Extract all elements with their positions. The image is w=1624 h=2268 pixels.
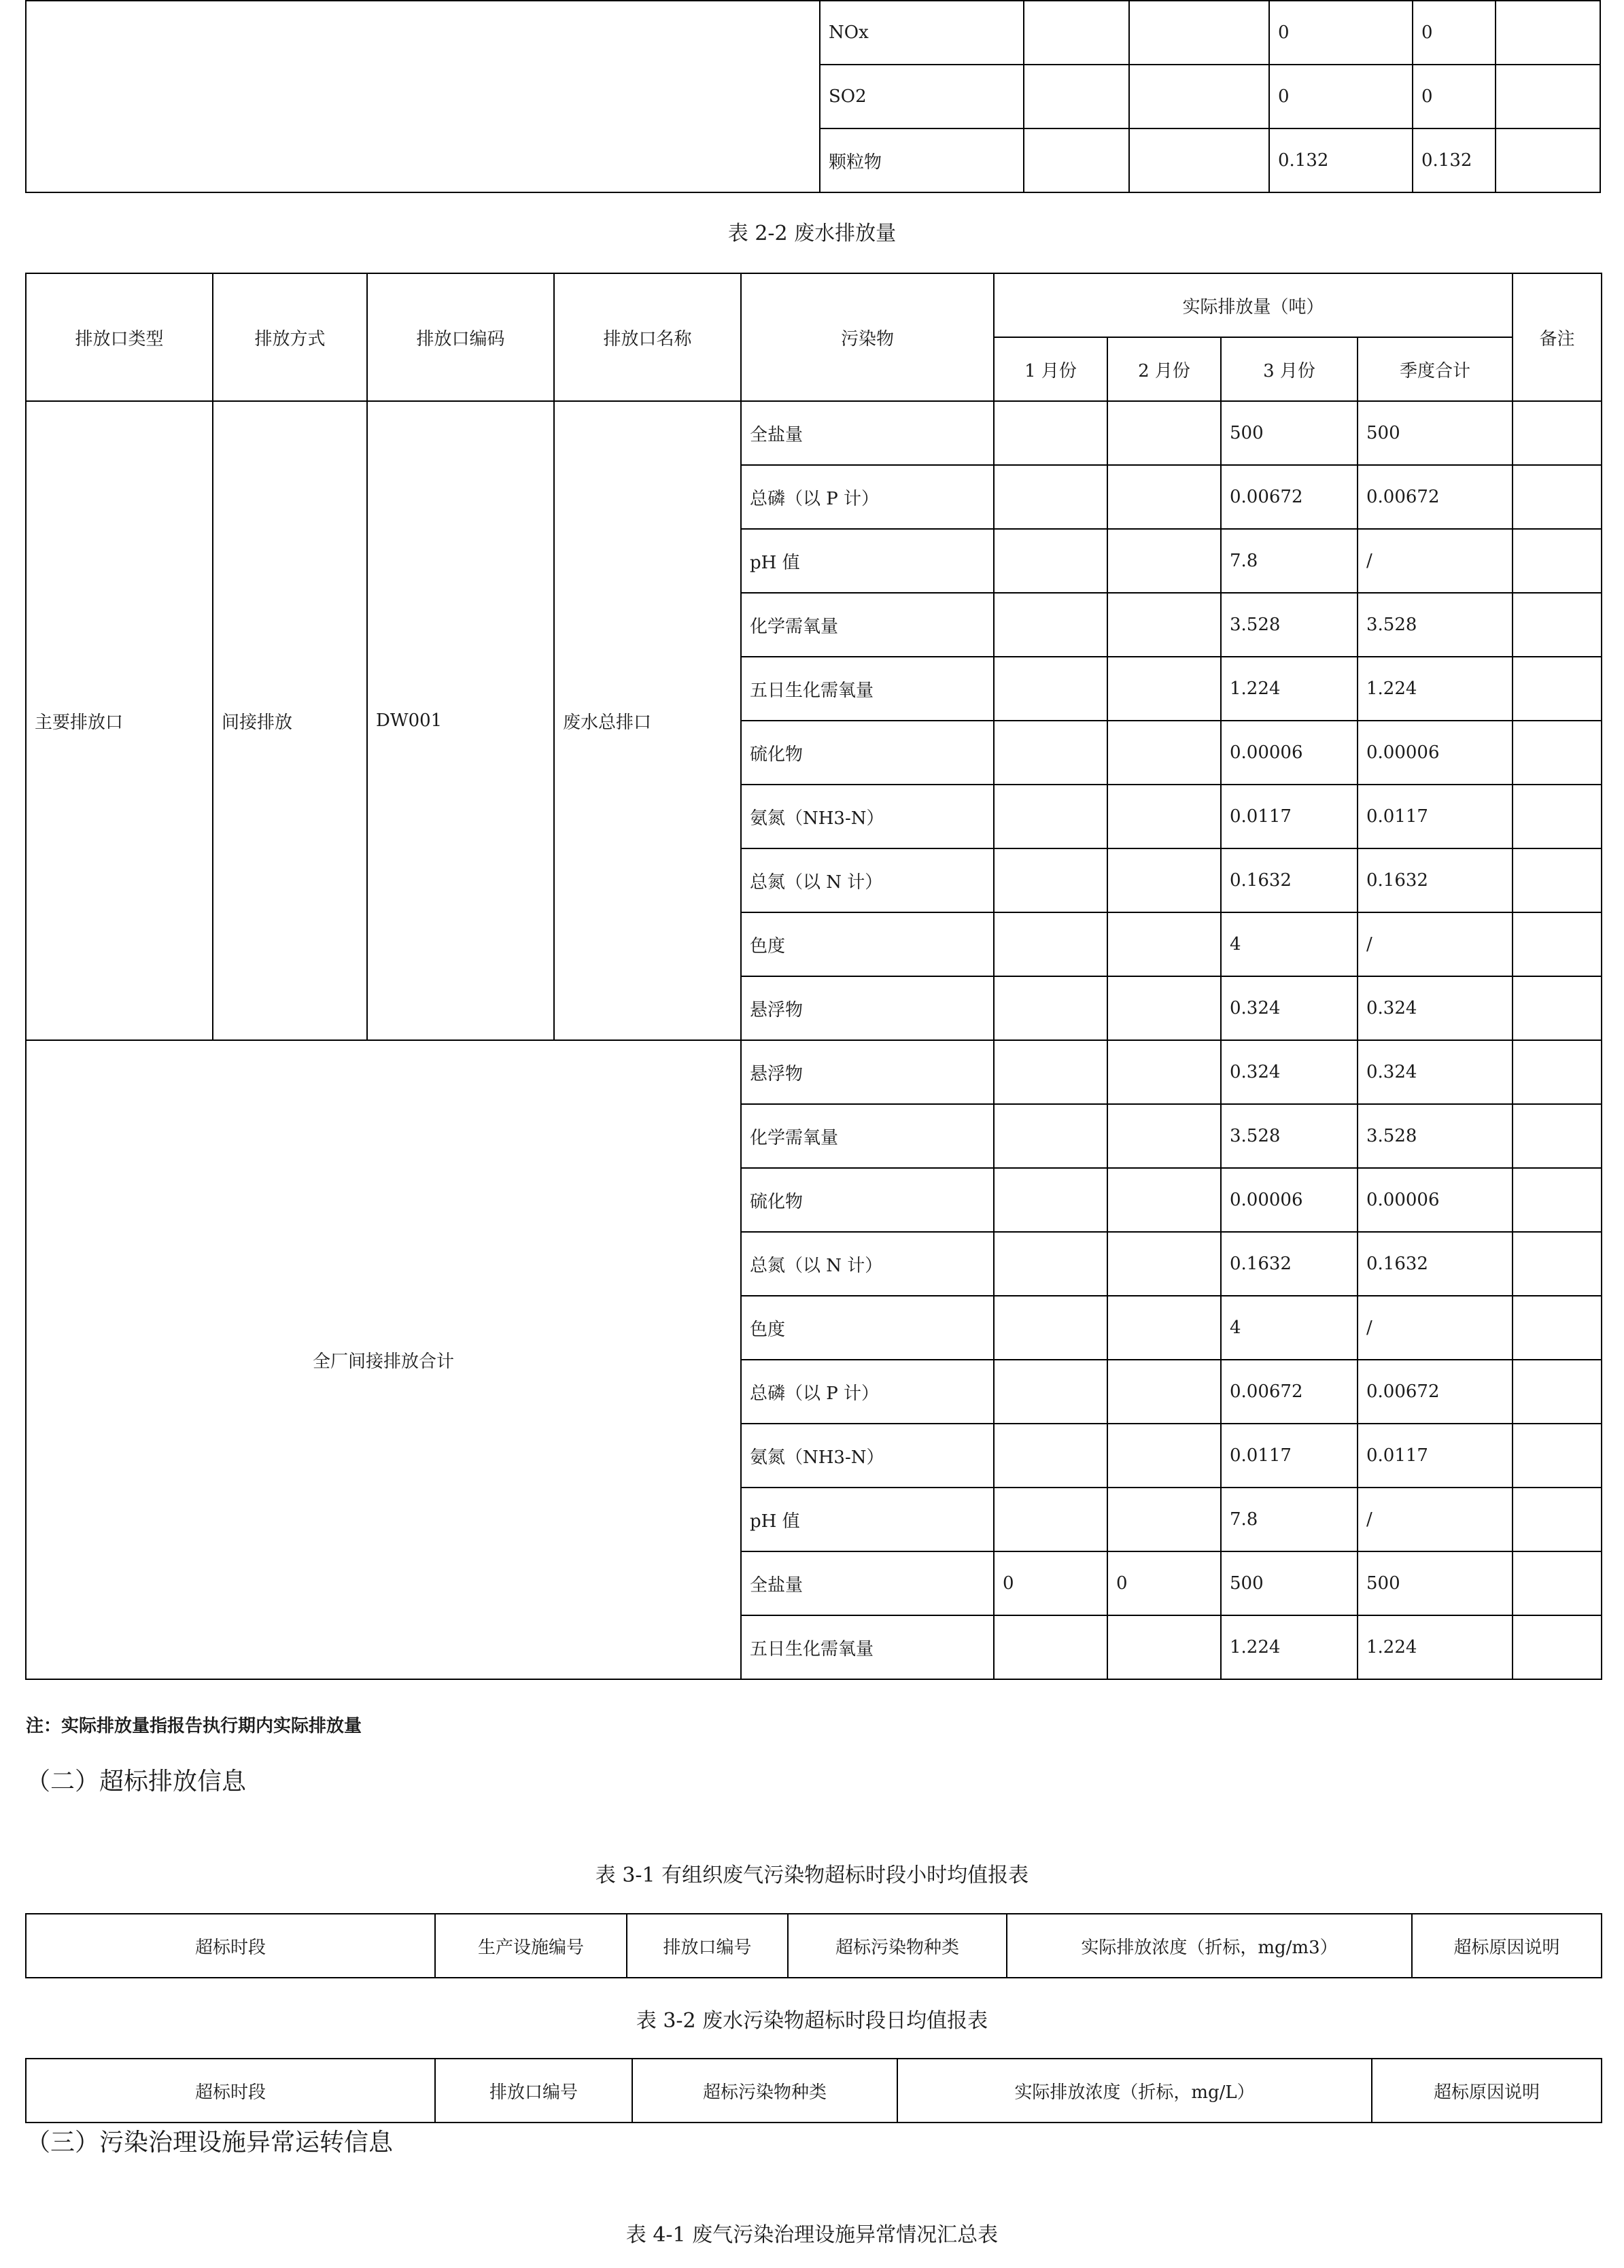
header-month-3: 3 月份 [1221, 337, 1358, 401]
table-3-1-caption: 表 3-1 有组织废气污染物超标时段小时均值报表 [595, 1863, 1029, 1887]
outlet-type-cell: 主要排放口 [26, 401, 213, 1040]
value-cell: 500 [1358, 1551, 1513, 1615]
value-cell [994, 401, 1107, 465]
table-header-cell: 实际排放浓度（折标，mg/m3） [1007, 1914, 1412, 1978]
header-actual-discharge: 实际排放量（吨） [994, 273, 1513, 337]
value-cell [1513, 465, 1602, 529]
value-cell: 0.1632 [1358, 848, 1513, 912]
value-cell: 0.132 [1269, 128, 1413, 192]
value-cell: 0.324 [1358, 1040, 1513, 1104]
value-cell: 0.00672 [1358, 1360, 1513, 1424]
value-cell: 4 [1221, 1296, 1358, 1360]
value-cell [1513, 1488, 1602, 1551]
table-header-cell: 超标原因说明 [1412, 1914, 1602, 1978]
value-cell: 0.00672 [1221, 465, 1358, 529]
header-remark: 备注 [1513, 273, 1602, 401]
value-cell [1513, 976, 1602, 1040]
header-method: 排放方式 [213, 273, 367, 401]
pollutant-cell: 氨氮（NH3-N） [741, 1424, 994, 1488]
value-cell [1107, 401, 1221, 465]
table-header-cell: 超标污染物种类 [788, 1914, 1007, 1978]
value-cell [1107, 657, 1221, 721]
value-cell: 1.224 [1221, 1615, 1358, 1679]
water-exceedance-table [25, 2058, 1602, 2123]
value-cell [1107, 1104, 1221, 1168]
value-cell: 4 [1221, 912, 1358, 976]
value-cell [1107, 1296, 1221, 1360]
value-cell [1513, 593, 1602, 657]
value-cell [1107, 593, 1221, 657]
value-cell: 3.528 [1358, 1104, 1513, 1168]
value-cell [994, 1424, 1107, 1488]
value-cell [994, 1615, 1107, 1679]
top-emission-table [25, 0, 1601, 193]
pollutant-cell: pH 值 [741, 529, 994, 593]
value-cell: 0.00006 [1358, 1168, 1513, 1232]
value-cell [1107, 785, 1221, 848]
blank-merged-cell [26, 1, 820, 192]
outlet-code-cell: DW001 [367, 401, 554, 1040]
value-cell [1513, 1615, 1602, 1679]
value-cell [1513, 657, 1602, 721]
pollutant-cell: pH 值 [741, 1488, 994, 1551]
value-cell [1107, 529, 1221, 593]
value-cell: / [1358, 529, 1513, 593]
value-cell: 0.1632 [1221, 1232, 1358, 1296]
value-cell [994, 976, 1107, 1040]
pollutant-cell: 五日生化需氧量 [741, 657, 994, 721]
value-cell [994, 785, 1107, 848]
header-outlet-type: 排放口类型 [26, 273, 213, 401]
value-cell [994, 1168, 1107, 1232]
value-cell [1496, 65, 1600, 128]
value-cell: / [1358, 1296, 1513, 1360]
value-cell: 3.528 [1358, 593, 1513, 657]
value-cell [1513, 1040, 1602, 1104]
value-cell [1513, 785, 1602, 848]
value-cell: 0 [1269, 65, 1413, 128]
value-cell [994, 1488, 1107, 1551]
value-cell: 0 [1413, 65, 1496, 128]
pollutant-cell: 色度 [741, 912, 994, 976]
table-row [26, 401, 1602, 465]
table-header-cell: 排放口编号 [627, 1914, 788, 1978]
value-cell [1513, 1424, 1602, 1488]
value-cell [994, 848, 1107, 912]
table-row [26, 1, 1600, 65]
header-quarter-total: 季度合计 [1358, 337, 1513, 401]
table-header-cell: 超标时段 [26, 2059, 435, 2123]
value-cell: 0.1632 [1221, 848, 1358, 912]
value-cell [994, 529, 1107, 593]
table-2-2-caption: 表 2-2 废水排放量 [727, 222, 897, 245]
pollutant-cell: 总氮（以 N 计） [741, 1232, 994, 1296]
wastewater-discharge-table [25, 273, 1602, 1680]
pollutant-cell: 硫化物 [741, 721, 994, 785]
value-cell [994, 1232, 1107, 1296]
value-cell: 0.1632 [1358, 1232, 1513, 1296]
value-cell: 0.00006 [1221, 1168, 1358, 1232]
value-cell: 0 [1269, 1, 1413, 65]
section-heading-abnormal-operation: （三）污染治理设施异常运转信息 [26, 2129, 394, 2157]
footnote: 注：实际排放量指报告执行期内实际排放量 [26, 1716, 362, 1736]
value-cell [1513, 1232, 1602, 1296]
pollutant-cell: SO2 [820, 65, 1024, 128]
value-cell [1513, 1551, 1602, 1615]
plant-total-label-cell: 全厂间接排放合计 [26, 1040, 741, 1679]
pollutant-cell: 颗粒物 [820, 128, 1024, 192]
value-cell [1513, 912, 1602, 976]
discharge-method-cell: 间接排放 [213, 401, 367, 1040]
value-cell: 1.224 [1221, 657, 1358, 721]
pollutant-cell: 五日生化需氧量 [741, 1615, 994, 1679]
table-header-cell: 超标污染物种类 [632, 2059, 897, 2123]
pollutant-cell: 悬浮物 [741, 1040, 994, 1104]
value-cell [1513, 1360, 1602, 1424]
pollutant-cell: 全盐量 [741, 401, 994, 465]
value-cell [1513, 721, 1602, 785]
table-header-cell: 实际排放浓度（折标，mg/L） [897, 2059, 1372, 2123]
value-cell: 3.528 [1221, 1104, 1358, 1168]
value-cell [1107, 1040, 1221, 1104]
pollutant-cell: 色度 [741, 1296, 994, 1360]
value-cell [1107, 912, 1221, 976]
table-3-2-caption: 表 3-2 废水污染物超标时段日均值报表 [636, 2009, 988, 2033]
header-month-1: 1 月份 [994, 337, 1107, 401]
table-header-cell: 排放口编号 [435, 2059, 632, 2123]
value-cell [1107, 848, 1221, 912]
value-cell [1107, 976, 1221, 1040]
pollutant-cell: 化学需氧量 [741, 1104, 994, 1168]
value-cell: 0.00672 [1358, 465, 1513, 529]
value-cell: 0.0117 [1358, 1424, 1513, 1488]
value-cell: / [1358, 912, 1513, 976]
value-cell: 0.324 [1221, 1040, 1358, 1104]
value-cell [1107, 465, 1221, 529]
header-outlet-code: 排放口编码 [367, 273, 554, 401]
value-cell: 0 [1413, 1, 1496, 65]
value-cell: 3.528 [1221, 593, 1358, 657]
value-cell [1024, 1, 1129, 65]
pollutant-cell: 总磷（以 P 计） [741, 465, 994, 529]
pollutant-cell: 化学需氧量 [741, 593, 994, 657]
value-cell: 0.324 [1358, 976, 1513, 1040]
value-cell: 0.0117 [1221, 785, 1358, 848]
value-cell: 500 [1221, 1551, 1358, 1615]
value-cell [994, 657, 1107, 721]
value-cell [1107, 1360, 1221, 1424]
outlet-name-cell: 废水总排口 [554, 401, 741, 1040]
value-cell [994, 721, 1107, 785]
value-cell [994, 593, 1107, 657]
section-heading-exceedance: （二）超标排放信息 [26, 1768, 247, 1796]
value-cell [1513, 1104, 1602, 1168]
value-cell [1024, 128, 1129, 192]
value-cell [994, 465, 1107, 529]
value-cell [1107, 1168, 1221, 1232]
value-cell [994, 1296, 1107, 1360]
pollutant-cell: 氨氮（NH3-N） [741, 785, 994, 848]
value-cell [1496, 1, 1600, 65]
table-header-cell: 超标原因说明 [1372, 2059, 1602, 2123]
value-cell: 500 [1221, 401, 1358, 465]
value-cell [1107, 1488, 1221, 1551]
value-cell: 500 [1358, 401, 1513, 465]
value-cell [1513, 401, 1602, 465]
value-cell [994, 1040, 1107, 1104]
value-cell: 7.8 [1221, 1488, 1358, 1551]
header-outlet-name: 排放口名称 [554, 273, 741, 401]
pollutant-cell: 总磷（以 P 计） [741, 1360, 994, 1424]
pollutant-cell: 硫化物 [741, 1168, 994, 1232]
value-cell: 0.00006 [1221, 721, 1358, 785]
value-cell [1129, 1, 1269, 65]
value-cell: 1.224 [1358, 657, 1513, 721]
value-cell [1129, 65, 1269, 128]
value-cell [1513, 1168, 1602, 1232]
value-cell: 0 [1107, 1551, 1221, 1615]
value-cell [1107, 1615, 1221, 1679]
value-cell: 1.224 [1358, 1615, 1513, 1679]
value-cell [1513, 1296, 1602, 1360]
pollutant-cell: 总氮（以 N 计） [741, 848, 994, 912]
value-cell: 7.8 [1221, 529, 1358, 593]
table-4-1-caption: 表 4-1 废气污染治理设施异常情况汇总表 [625, 2223, 999, 2247]
value-cell [1513, 848, 1602, 912]
header-pollutant: 污染物 [741, 273, 994, 401]
value-cell: 0.0117 [1221, 1424, 1358, 1488]
value-cell [994, 912, 1107, 976]
value-cell [1107, 721, 1221, 785]
table-row [26, 1040, 1602, 1104]
pollutant-cell: NOx [820, 1, 1024, 65]
value-cell [1107, 1424, 1221, 1488]
value-cell [994, 1104, 1107, 1168]
value-cell: 0.132 [1413, 128, 1496, 192]
value-cell [994, 1360, 1107, 1424]
pollutant-cell: 悬浮物 [741, 976, 994, 1040]
value-cell [1107, 1232, 1221, 1296]
value-cell [1024, 65, 1129, 128]
value-cell [1129, 128, 1269, 192]
value-cell: 0.0117 [1358, 785, 1513, 848]
table-header-cell: 生产设施编号 [435, 1914, 627, 1978]
value-cell [1496, 128, 1600, 192]
value-cell [1513, 529, 1602, 593]
value-cell: 0.324 [1221, 976, 1358, 1040]
air-exceedance-table [25, 1913, 1602, 1978]
value-cell: 0.00006 [1358, 721, 1513, 785]
value-cell: 0 [994, 1551, 1107, 1615]
header-month-2: 2 月份 [1107, 337, 1221, 401]
value-cell: / [1358, 1488, 1513, 1551]
value-cell: 0.00672 [1221, 1360, 1358, 1424]
pollutant-cell: 全盐量 [741, 1551, 994, 1615]
table-header-cell: 超标时段 [26, 1914, 435, 1978]
